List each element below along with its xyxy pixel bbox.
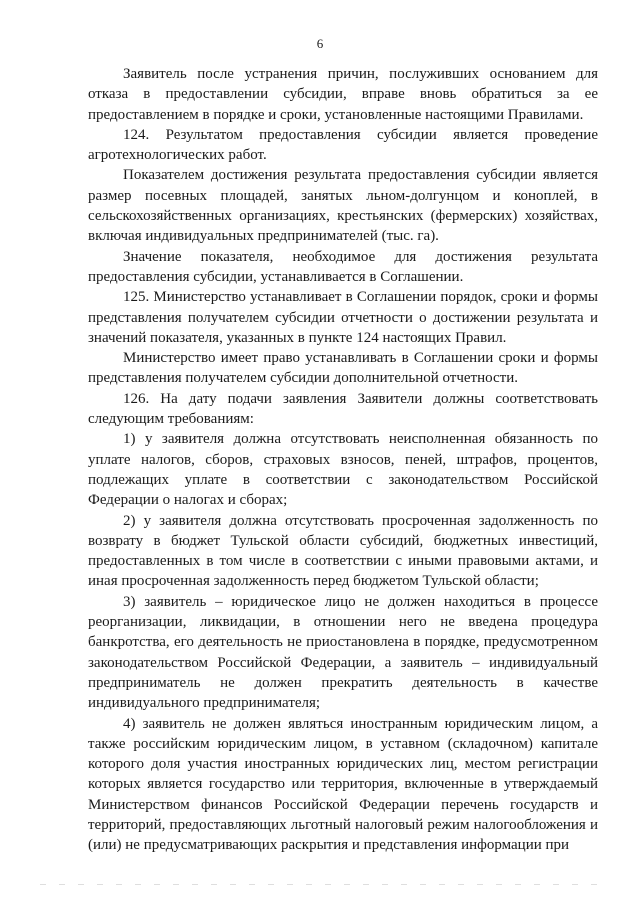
paragraph-124-result: 124. Результатом предоставления субсидии является проведение агротехнологических работ. [88,126,598,164]
paragraph-reapplication: Заявитель после устранения причин, послуживших основанием для отказа в предоставлении субсидии, вправе вновь обратиться за ее предоставлением в порядке и сроки, установленные настоящими Правилами. [88,66,598,123]
paragraph-additional-reporting: Министерство имеет право устанавливать в Соглашении сроки и формы представления получателем субсидии дополнительной отчетности. [88,350,598,387]
paragraph-indicator: Показателем достижения результата предоставления субсидии является размер посевных площадей, занятых льном-долгунцом и коноплей, в сельскохозяйственных организациях, крестьянских (фермерских) хозяйствах, включая индивидуальных предпринимателей (тыс. га). [88,167,598,245]
requirement-item-3: 3) заявитель – юридическое лицо не должен находиться в процессе реорганизации, ликвидации, в отношении него не введена процедура банкротства, его деятельность не приостановлена в порядке, предусмотренном законодательством Российской Федерации, а заявитель – индивидуальный предприниматель не должен прекратить деятельность в качестве индивидуального предпринимателя; [88,593,598,712]
paragraph-indicator-value: Значение показателя, необходимое для достижения результата предоставления субсидии, устанавливается в Соглашении. [88,248,598,285]
page-number: 6 [316,36,324,51]
requirement-item-2: 2) у заявителя должна отсутствовать просроченная задолженность по возврату в бюджет Тульской области субсидий, бюджетных инвестиций, предоставленных в том числе в соответствии с иными правовыми актами, и иная просроченная задолженность перед бюджетом Тульской области; [88,512,598,590]
paragraph-125-reporting: 125. Министерство устанавливает в Соглашении порядок, сроки и формы представления получателем субсидии отчетности о достижении результата и значений показателя, указанных в пункте 124 настоящих Правил. [88,289,598,346]
scan-artifact-line [40,884,600,885]
requirement-item-1: 1) у заявителя должна отсутствовать неисполненная обязанность по уплате налогов, сборов, страховых взносов, пеней, штрафов, процентов, подлежащих уплате в соответствии с законодательством Российской Федерации о налогах и сборах; [88,431,598,509]
requirement-item-4: 4) заявитель не должен являться иностранным юридическим лицом, а также российским юридическим лицом, в уставном (складочном) капитале которого доля участия иностранных юридических лиц, местом регистрации которых является государство или территория, включенные в утверждаемый Министерством финансов Российской Федерации перечень государств и территорий, предоставляющих льготный налоговый режим налогообложения и (или) не предусматривающих раскрытия и представления информации при [88,715,598,854]
paragraph-126-requirements: 126. На дату подачи заявления Заявители должны соответствовать следующим требованиям: [88,390,598,428]
document-body [88,64,598,856]
